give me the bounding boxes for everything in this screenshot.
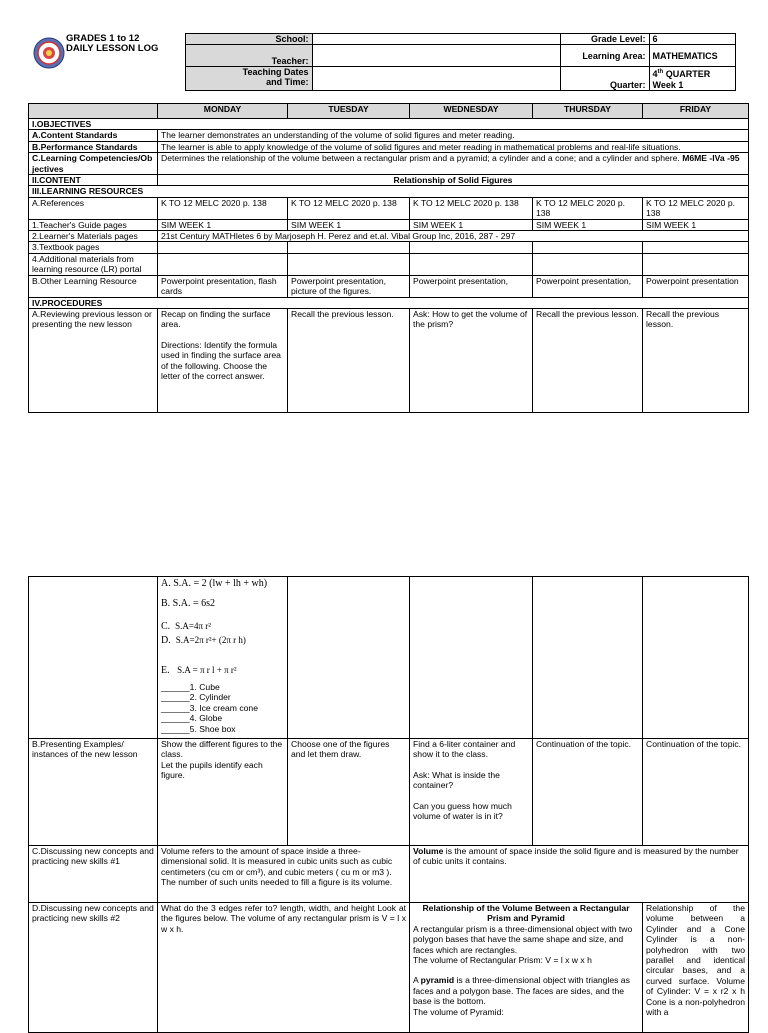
prism-definition: A rectangular prism is a three-dimensional object with two polygon bases that have the same shape and size, and faces which are rectangles. bbox=[413, 923, 633, 955]
presenting-wednesday bbox=[410, 739, 533, 846]
option-formula: S.A=2π r²+ (2π r h) bbox=[175, 635, 246, 645]
presenting-tuesday: Choose one of the figures and let them draw. bbox=[288, 739, 410, 846]
quiz-option-c bbox=[161, 620, 284, 632]
pyramid-text: is a three-dimensional object with triangles as faces and a polygon base. The faces are sides, and the base is the bottom. bbox=[413, 975, 630, 1007]
dates-value bbox=[312, 67, 560, 91]
quarter-text: QUARTER Week 1 bbox=[652, 69, 711, 90]
reviewing-monday bbox=[158, 308, 288, 412]
reviewing-tuesday: Recall the previous lesson. bbox=[288, 308, 410, 412]
teacher-label: Teacher: bbox=[185, 45, 312, 67]
other-resources-label: B.Other Learning Resource bbox=[29, 275, 158, 297]
learners-materials-label: 2.Learner's Materials pages bbox=[29, 231, 158, 242]
textbook-thursday bbox=[533, 242, 643, 253]
option-letter: C. bbox=[161, 621, 171, 632]
additional-materials-label: 4.Additional materials from learning resource (LR) portal bbox=[29, 253, 158, 275]
day-header-thursday: THURSDAY bbox=[533, 104, 643, 119]
performance-standards-text: The learner is able to apply knowledge of the volume of solid figures and meter reading in mathematical problems and real-life situations. bbox=[158, 141, 749, 152]
option-formula: S.A. = 2 (lw + lh + wh) bbox=[173, 578, 268, 589]
prism-volume: The volume of Rectangular Prism: V = l x w x h bbox=[413, 955, 592, 966]
references-friday: K TO 12 MELC 2020 p. 138 bbox=[643, 197, 749, 219]
references-wednesday: K TO 12 MELC 2020 p. 138 bbox=[410, 197, 533, 219]
dates-label-line2: and Time: bbox=[266, 77, 309, 88]
title-line2: DAILY LESSON LOG bbox=[66, 43, 159, 54]
presenting-label: B.Presenting Examples/ instances of the new lesson bbox=[29, 739, 158, 846]
learners-materials-text: 21st Century MATHletes 6 by Marjoseph H. Perez and et.al. Vibal Group Inc, 2016, 287 - 297 bbox=[158, 231, 749, 242]
competency-code: M6ME -IVa -95 bbox=[682, 153, 740, 164]
day-header-blank bbox=[29, 104, 158, 119]
volume-definition: is the amount of space inside the solid figure and is measured by the number of cubic units it contains. bbox=[413, 846, 739, 867]
reviewing-thursday: Recall the previous lesson. bbox=[533, 308, 643, 412]
quiz-item: ______5. Shoe box bbox=[161, 723, 236, 734]
additional-tuesday bbox=[288, 253, 410, 275]
learning-competencies-cell bbox=[158, 153, 749, 175]
quiz-wednesday bbox=[410, 577, 533, 739]
references-tuesday: K TO 12 MELC 2020 p. 138 bbox=[288, 197, 410, 219]
teachers-guide-monday: SIM WEEK 1 bbox=[158, 219, 288, 230]
header-table bbox=[28, 33, 736, 91]
quiz-tuesday bbox=[288, 577, 410, 739]
dates-label-line1: Teaching Dates bbox=[242, 67, 309, 78]
presenting-wednesday-2: Ask: What is inside the container? bbox=[413, 769, 500, 791]
quiz-option-d bbox=[161, 632, 284, 658]
day-header-monday: MONDAY bbox=[158, 104, 288, 119]
discussing2-label: D.Discussing new concepts and practicing new skills #2 bbox=[29, 903, 158, 1033]
grade-label: Grade Level: bbox=[560, 34, 649, 45]
presenting-wednesday-1: Find a 6-liter container and show it to the class. bbox=[413, 739, 516, 760]
additional-friday bbox=[643, 253, 749, 275]
quiz-cell bbox=[158, 577, 288, 739]
references-monday: K TO 12 MELC 2020 p. 138 bbox=[158, 197, 288, 219]
title-line1: GRADES 1 to 12 bbox=[66, 33, 140, 44]
pyramid-volume: The volume of Pyramid: bbox=[413, 1006, 504, 1017]
option-formula: S.A=4π r² bbox=[175, 621, 211, 631]
quarter-suffix: th bbox=[657, 69, 664, 76]
option-letter: B. bbox=[161, 598, 171, 609]
reviewing-monday-directions: Directions: Identify the formula used in finding the surface area of the following. Choose the letter of the correct answer. bbox=[161, 339, 281, 381]
option-formula: S.A. = 6s2 bbox=[172, 598, 215, 609]
option-letter: D. bbox=[161, 635, 171, 646]
presenting-friday: Continuation of the topic. bbox=[643, 739, 749, 846]
textbook-tuesday bbox=[288, 242, 410, 253]
other-resources-friday: Powerpoint presentation bbox=[643, 275, 749, 297]
content-text: Relationship of Solid Figures bbox=[158, 175, 749, 186]
reviewing-monday-recap: Recap on finding the surface area. bbox=[161, 308, 271, 330]
pyramid-term: pyramid bbox=[420, 975, 455, 986]
teachers-guide-tuesday: SIM WEEK 1 bbox=[288, 219, 410, 230]
quarter-number: 4 bbox=[652, 69, 658, 80]
quiz-item: ______2. Cylinder bbox=[161, 692, 231, 703]
presenting-wednesday-3: Can you guess how much volume of water is in it? bbox=[413, 800, 512, 822]
objectives-heading: I.OBJECTIVES bbox=[29, 119, 749, 130]
quiz-thursday bbox=[533, 577, 643, 739]
quiz-option-e bbox=[161, 658, 284, 682]
other-resources-tuesday: Powerpoint presentation, picture of the figures. bbox=[288, 275, 410, 297]
references-thursday: K TO 12 MELC 2020 p. 138 bbox=[533, 197, 643, 219]
resources-heading: III.LEARNING RESOURCES bbox=[29, 186, 749, 197]
grade-value: 6 bbox=[649, 34, 735, 45]
quarter-value bbox=[649, 67, 735, 91]
presenting-monday: Show the different figures to the class. Let the pupils identify each figure. bbox=[158, 739, 288, 846]
textbook-wednesday bbox=[410, 242, 533, 253]
pyramid-definition bbox=[413, 975, 639, 1006]
option-letter: E. bbox=[161, 665, 170, 676]
learning-area-value: MATHEMATICS bbox=[649, 45, 735, 67]
relationship-title: Relationship of the Volume Between a Rectangular Prism and Pyramid bbox=[422, 903, 630, 924]
content-standards-label: A.Content Standards bbox=[29, 130, 158, 141]
discussing1-wednesday-friday bbox=[410, 846, 749, 903]
additional-thursday bbox=[533, 253, 643, 275]
option-formula: S.A = π r l + π r² bbox=[177, 665, 237, 675]
log-title bbox=[28, 34, 185, 91]
discussing2-wednesday-thursday bbox=[410, 903, 643, 1033]
content-heading: II.CONTENT bbox=[29, 175, 158, 186]
learning-competencies-text: Determines the relationship of the volume between a rectangular prism and a pyramid; a cylinder and a cone; and a cylinder and sphere. bbox=[161, 153, 680, 164]
volume-term: Volume bbox=[413, 846, 444, 856]
discussing2-friday: Relationship of the volume between a Cylinder and a Cone Cylinder is a non-polyhedron with two parallel and identical circular bases, and a curved surface. Volume of Cylinder: V = x r2 x h Cone is a non-polyhedron with a bbox=[643, 903, 749, 1033]
school-value bbox=[312, 34, 560, 45]
quiz-label-blank bbox=[29, 577, 158, 739]
textbook-pages-label: 3.Textbook pages bbox=[29, 242, 158, 253]
reviewing-wednesday: Ask: How to get the volume of the prism? bbox=[410, 308, 533, 412]
discussing2-monday-tuesday: What do the 3 edges refer to? length, width, and height Look at the figures below. The volume of any rectangular prism is V = l x w x h. bbox=[158, 903, 410, 1033]
reviewing-friday: Recall the previous lesson. bbox=[643, 308, 749, 412]
quiz-option-b bbox=[161, 598, 284, 620]
other-resources-thursday: Powerpoint presentation, bbox=[533, 275, 643, 297]
teachers-guide-friday: SIM WEEK 1 bbox=[643, 219, 749, 230]
teachers-guide-label: 1.Teacher's Guide pages bbox=[29, 219, 158, 230]
teacher-value bbox=[312, 45, 560, 67]
school-label: School: bbox=[185, 34, 312, 45]
references-label: A.References bbox=[29, 197, 158, 219]
additional-monday bbox=[158, 253, 288, 275]
pyramid-article: A bbox=[413, 975, 421, 986]
textbook-friday bbox=[643, 242, 749, 253]
option-letter: A. bbox=[161, 578, 171, 589]
quiz-item: ______3. Ice cream cone bbox=[161, 702, 258, 713]
discussing1-monday-tuesday: Volume refers to the amount of space inside a three-dimensional solid. It is measured in cubic units such as cubic centimeters (cu cm or cm³), and cubic meters ( cu m or m3 ). The number of such units needed to fill a figure is its volume. bbox=[158, 846, 410, 903]
additional-wednesday bbox=[410, 253, 533, 275]
content-standards-text: The learner demonstrates an understanding of the volume of solid figures and meter reading. bbox=[158, 130, 749, 141]
teachers-guide-thursday: SIM WEEK 1 bbox=[533, 219, 643, 230]
quiz-item: ______4. Globe bbox=[161, 713, 223, 724]
performance-standards-label: B.Performance Standards bbox=[29, 141, 158, 152]
quiz-option-a bbox=[161, 578, 284, 598]
lesson-log-table-continued bbox=[28, 576, 749, 1033]
quiz-item: ______1. Cube bbox=[161, 682, 220, 692]
discussing1-label: C.Discussing new concepts and practicing new skills #1 bbox=[29, 846, 158, 903]
quiz-friday bbox=[643, 577, 749, 739]
other-resources-wednesday: Powerpoint presentation, bbox=[410, 275, 533, 297]
day-header-wednesday: WEDNESDAY bbox=[410, 104, 533, 119]
procedures-heading: IV.PROCEDURES bbox=[29, 297, 749, 308]
quarter-label: Quarter: bbox=[560, 67, 649, 91]
reviewing-label: A.Reviewing previous lesson or presenting the new lesson bbox=[29, 308, 158, 412]
textbook-monday bbox=[158, 242, 288, 253]
learning-area-label: Learning Area: bbox=[560, 45, 649, 67]
other-resources-monday: Powerpoint presentation, flash cards bbox=[158, 275, 288, 297]
learning-competencies-label: C.Learning Competencies/Objectives bbox=[29, 153, 158, 175]
teachers-guide-wednesday: SIM WEEK 1 bbox=[410, 219, 533, 230]
dates-label bbox=[185, 67, 312, 91]
day-header-friday: FRIDAY bbox=[643, 104, 749, 119]
presenting-thursday: Continuation of the topic. bbox=[533, 739, 643, 846]
day-header-tuesday: TUESDAY bbox=[288, 104, 410, 119]
lesson-log-table bbox=[28, 103, 749, 413]
